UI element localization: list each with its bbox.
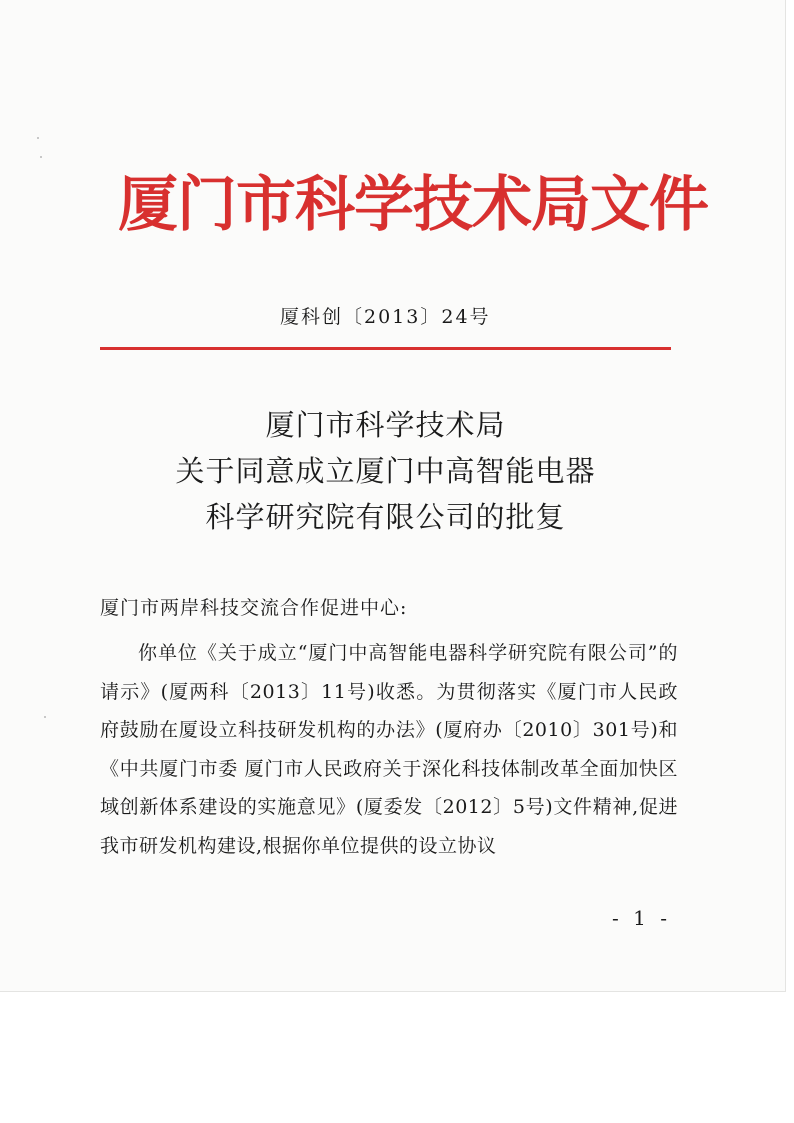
addressee: 厦门市两岸科技交流合作促进中心: [100, 597, 408, 619]
body-paragraph: 你单位《关于成立“厦门中高智能电器科学研究院有限公司”的请示》(厦两科〔2013〕11号)收悉。为贯彻落实《厦门市人民政府鼓励在厦设立科技研发机构的办法》(厦府办〔2010〕301号)和《中共厦门市委 厦门市人民政府关于深化科技体制改革全面加快区域创新体系建设的实施意见》(厦委发〔2012〕5号)文件精神,促进我市研发机构建设,根据你单位提供的设立协议 [100, 642, 678, 857]
issuer-header: 厦门市科学技术局文件 [118, 170, 708, 240]
scan-speck [44, 716, 46, 718]
title-line-2: 关于同意成立厦门中高智能电器 [175, 454, 596, 488]
scan-speck [37, 137, 39, 139]
page-number: - 1 - [612, 906, 671, 930]
document-number: 厦科创〔2013〕24号 [280, 306, 491, 328]
document-title [100, 402, 671, 540]
scan-speck [40, 156, 42, 158]
title-line-3: 科学研究院有限公司的批复 [205, 500, 566, 534]
title-line-1: 厦门市科学技术局 [265, 408, 506, 442]
red-divider-line [100, 347, 671, 350]
